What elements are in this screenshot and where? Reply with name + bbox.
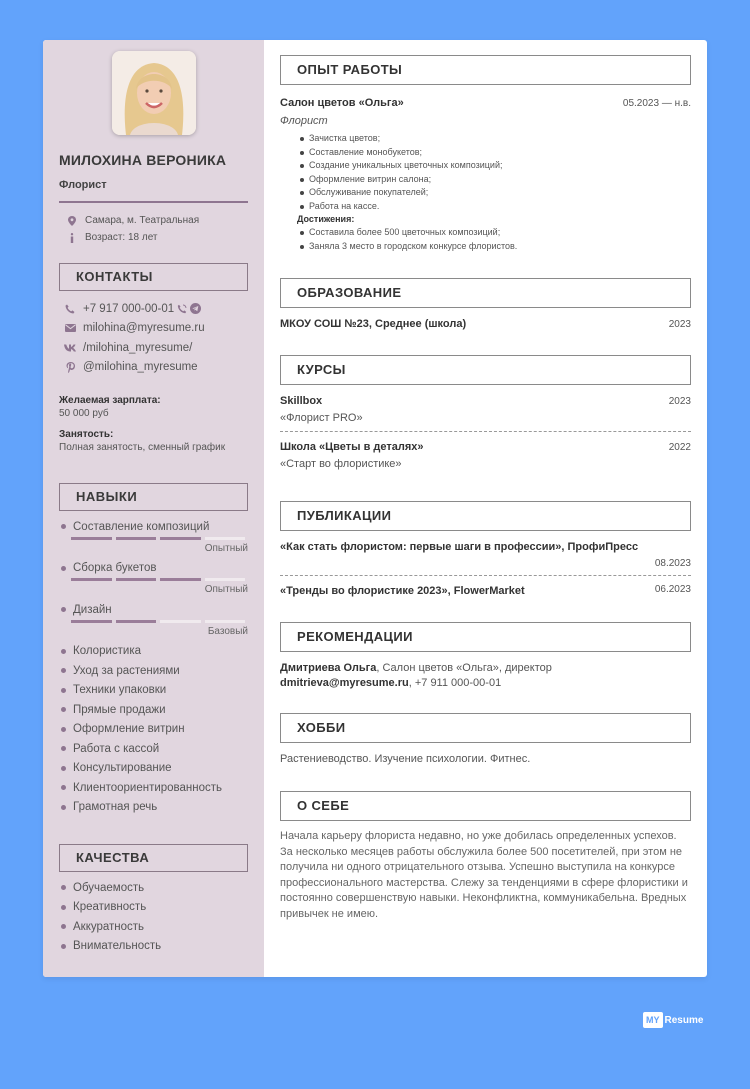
publication-title: «Как стать флористом: первые шаги в профессии», ПрофиПресс xyxy=(280,541,639,553)
bullet-icon xyxy=(61,727,66,732)
skill-name: Клиентоориентированность xyxy=(73,781,223,794)
vk-icon xyxy=(61,344,79,352)
experience-position: Флорист xyxy=(280,115,328,127)
skill-name: Составление композиций xyxy=(73,520,210,533)
quality-item xyxy=(59,878,248,898)
course-name: «Старт во флористике» xyxy=(280,458,402,470)
publications-list xyxy=(280,531,691,601)
course-header xyxy=(280,441,691,453)
skill-level-segment xyxy=(160,578,201,581)
skill-item xyxy=(59,559,248,579)
quality-name: Аккуратность xyxy=(73,920,145,933)
skill-name: Техники упаковки xyxy=(73,684,167,697)
skill-level-segment xyxy=(160,537,201,540)
candidate-role: Флорист xyxy=(59,179,107,191)
skill-level-segment xyxy=(116,578,157,581)
age-text: Возраст: 18 лет xyxy=(85,232,158,243)
bullet-icon xyxy=(61,649,66,654)
email-link[interactable]: milohina@myresume.ru xyxy=(83,322,205,335)
telegram-icon[interactable] xyxy=(190,303,201,314)
phone-row xyxy=(59,299,248,319)
course-name: «Флорист PRO» xyxy=(280,412,363,424)
quality-name: Обучаемость xyxy=(73,881,145,894)
skill-item xyxy=(59,739,248,759)
employment-label: Занятость: xyxy=(59,429,114,440)
skill-name: Прямые продажи xyxy=(73,703,166,716)
age-row xyxy=(59,229,248,246)
pinterest-icon xyxy=(61,362,79,373)
bullet-icon xyxy=(61,688,66,693)
bullet-icon xyxy=(61,566,66,571)
skill-level-label: Опытный xyxy=(204,542,248,554)
skill-item xyxy=(59,642,248,662)
skill-level-bar xyxy=(71,620,245,623)
skills-title: НАВЫКИ xyxy=(59,483,248,511)
skill-level-segment xyxy=(160,620,201,623)
skill-level-segment xyxy=(71,537,112,540)
skill-name: Консультирование xyxy=(73,762,172,775)
skill-level-segment xyxy=(205,578,246,581)
skill-level-segment xyxy=(71,620,112,623)
skill-item xyxy=(59,759,248,779)
contacts-list xyxy=(59,299,248,377)
experience-title: ОПЫТ РАБОТЫ xyxy=(280,55,691,85)
resume-page xyxy=(43,40,707,977)
bullet-icon xyxy=(61,707,66,712)
location-icon xyxy=(63,216,81,226)
avatar xyxy=(112,51,196,135)
skill-name: Уход за растениями xyxy=(73,664,180,677)
duty-item: Работа на кассе. xyxy=(300,200,691,214)
email-row xyxy=(59,319,248,339)
bullet-icon xyxy=(61,746,66,751)
skill-name: Сборка букетов xyxy=(73,562,157,575)
vk-link[interactable]: /milohina_myresume/ xyxy=(83,341,193,354)
sidebar xyxy=(43,40,264,977)
skills-list xyxy=(59,642,248,818)
education-title: ОБРАЗОВАНИЕ xyxy=(280,278,691,308)
bullet-icon xyxy=(61,668,66,673)
skill-name: Дизайн xyxy=(73,603,112,616)
bullet-icon xyxy=(61,785,66,790)
course-org: Школа «Цветы в деталях» xyxy=(280,441,424,453)
skill-item xyxy=(59,700,248,720)
course-year: 2023 xyxy=(668,396,691,407)
course-org: Skillbox xyxy=(280,395,323,407)
skill-item xyxy=(59,681,248,701)
about-title: О СЕБЕ xyxy=(280,791,691,821)
recommender-name: Дмитриева Ольга xyxy=(280,662,377,674)
about-text: Начала карьеру флориста недавно, но уже добилась определенных успехов. За несколько месяцев работы обслужила более 500 посетителей, при этом не получила ни одного отрицательного отзыва. Успешно выступила на конкурсе профессионального мастерства. Слежу за тенденциями в сфере флористики и постоянно совершенствую навыки. Неконфликтна, коммуникабельна. Вредных привычек не имею. xyxy=(280,830,688,920)
skill-name: Колористика xyxy=(73,645,142,658)
bullet-icon xyxy=(61,905,66,910)
quality-item xyxy=(59,898,248,918)
recommender-details: , Салон цветов «Ольга», директор xyxy=(376,662,552,674)
duty-item: Составление монобукетов; xyxy=(300,146,691,160)
skill-item xyxy=(59,720,248,740)
quality-name: Креативность xyxy=(73,901,147,914)
duties-list xyxy=(300,132,691,213)
bullet-icon xyxy=(61,885,66,890)
salary-label: Желаемая зарплата: xyxy=(59,395,161,406)
brand-logo xyxy=(643,1012,703,1028)
achievement-item: Составила более 500 цветочных композиций; xyxy=(300,226,691,240)
quality-name: Внимательность xyxy=(73,940,162,953)
vk-row xyxy=(59,338,248,358)
skill-level-bar xyxy=(71,537,245,540)
phone-icon xyxy=(61,304,79,314)
duty-item: Создание уникальных цветочных композиций; xyxy=(300,159,691,173)
personal-info xyxy=(59,212,248,246)
phone-link[interactable]: +7 917 000-00-01 xyxy=(83,302,175,315)
bullet-icon xyxy=(61,944,66,949)
email-icon xyxy=(61,324,79,332)
publication-date: 06.2023 xyxy=(654,584,691,595)
bullet-icon xyxy=(61,607,66,612)
quality-item xyxy=(59,917,248,937)
skill-name: Оформление витрин xyxy=(73,723,185,736)
rated-skills xyxy=(59,517,248,637)
skill-level-segment xyxy=(205,620,246,623)
skill-item xyxy=(59,661,248,681)
main-content xyxy=(264,40,707,977)
viber-icon[interactable] xyxy=(177,304,187,314)
recommender-email[interactable]: dmitrieva@myresume.ru xyxy=(280,677,409,689)
bullet-icon xyxy=(61,524,66,529)
publication-date: 08.2023 xyxy=(654,558,691,569)
employment-block xyxy=(59,429,248,453)
skill-level-segment xyxy=(116,537,157,540)
experience-company: Салон цветов «Ольга» xyxy=(280,97,404,109)
courses-list xyxy=(280,385,691,477)
salary-block xyxy=(59,395,248,419)
duty-item: Оформление витрин салона; xyxy=(300,173,691,187)
recommendations-title: РЕКОМЕНДАЦИИ xyxy=(280,622,691,652)
skill-level-label: Базовый xyxy=(207,625,248,637)
education-school: МКОУ СОШ №23, Среднее (школа) xyxy=(280,318,467,330)
skill-item xyxy=(59,517,248,537)
achievements-list xyxy=(300,226,691,253)
quality-item xyxy=(59,937,248,957)
bullet-icon xyxy=(61,766,66,771)
pinterest-link[interactable]: @milohina_myresume xyxy=(83,361,198,374)
skill-item xyxy=(59,798,248,818)
salary-value: 50 000 руб xyxy=(59,408,109,419)
course-item xyxy=(280,431,691,477)
candidate-name: МИЛОХИНА ВЕРОНИКА xyxy=(59,152,227,168)
publication-title: «Тренды во флористике 2023», FlowerMarket xyxy=(280,585,525,597)
skill-level-segment xyxy=(116,620,157,623)
bullet-icon xyxy=(61,924,66,929)
skill-item xyxy=(59,600,248,620)
recommendation-entry xyxy=(280,661,691,691)
publications-title: ПУБЛИКАЦИИ xyxy=(280,501,691,531)
brand-badge: MY xyxy=(643,1012,663,1028)
education-row xyxy=(280,318,691,330)
skill-level-segment xyxy=(71,578,112,581)
brand-word: Resume xyxy=(664,1014,704,1026)
pinterest-row xyxy=(59,358,248,378)
recommender-phone: , +7 911 000-00-01 xyxy=(408,677,502,689)
skill-level-bar xyxy=(71,578,245,581)
skill-name: Работа с кассой xyxy=(73,742,160,755)
skill-name: Грамотная речь xyxy=(73,801,158,814)
experience-dates: 05.2023 — н.в. xyxy=(622,98,691,109)
divider xyxy=(59,201,248,203)
bullet-icon xyxy=(61,805,66,810)
contacts-title: КОНТАКТЫ xyxy=(59,263,248,291)
publication-item xyxy=(280,575,691,601)
skill-level-segment xyxy=(205,537,246,540)
hobby-title: ХОББИ xyxy=(280,713,691,743)
hobby-text: Растениеводство. Изучение психологии. Фитнес. xyxy=(280,753,531,765)
course-header xyxy=(280,395,691,407)
publication-item xyxy=(280,531,691,575)
achievement-item: Заняла 3 место в городском конкурсе флористов. xyxy=(300,240,691,254)
courses-title: КУРСЫ xyxy=(280,355,691,385)
qualities-title: КАЧЕСТВА xyxy=(59,844,248,872)
duty-item: Обслуживание покупателей; xyxy=(300,186,691,200)
skill-level-label: Опытный xyxy=(204,584,248,595)
employment-value: Полная занятость, сменный график xyxy=(59,442,226,453)
course-item xyxy=(280,385,691,431)
location-row xyxy=(59,212,248,229)
experience-header xyxy=(280,97,691,109)
education-year: 2023 xyxy=(668,319,691,330)
info-icon xyxy=(63,233,81,243)
skill-item xyxy=(59,778,248,798)
location-text: Самара, м. Театральная xyxy=(85,215,200,226)
achievements-label: Достижения: xyxy=(297,214,355,224)
course-year: 2022 xyxy=(668,442,691,453)
duty-item: Зачистка цветов; xyxy=(300,132,691,146)
qualities-list xyxy=(59,878,248,956)
